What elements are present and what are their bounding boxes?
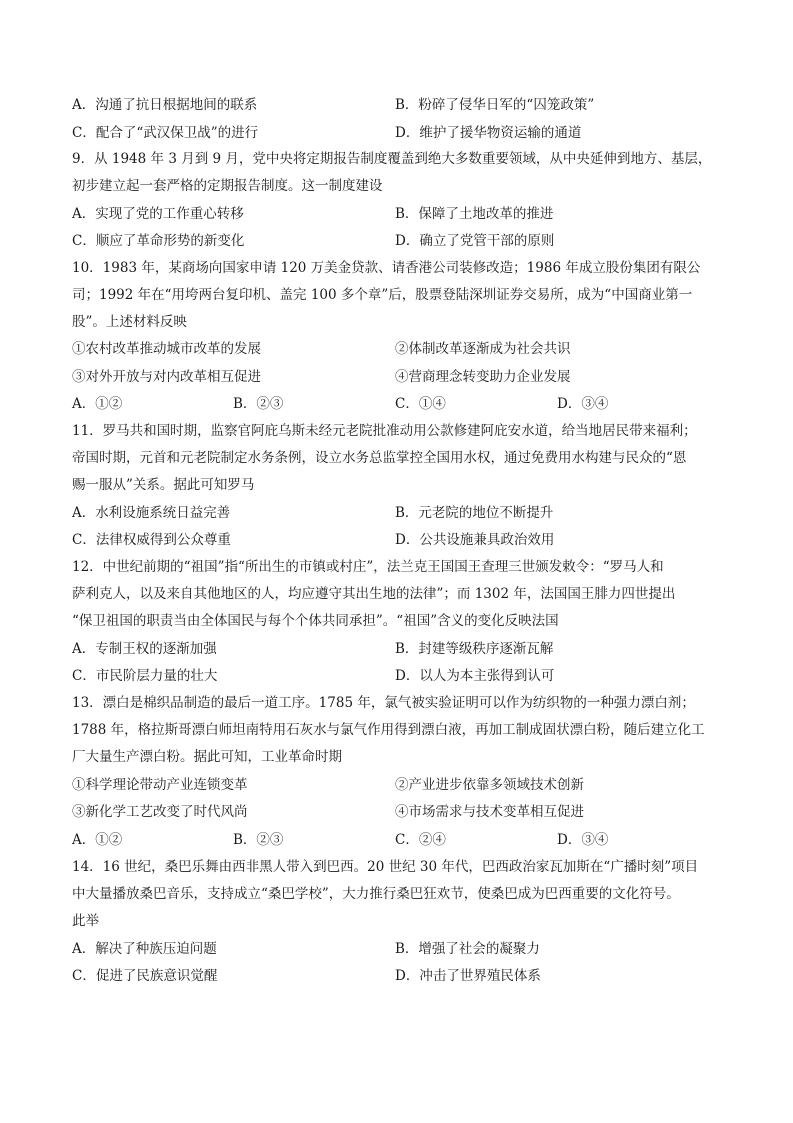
q10-option-b: B．②③	[233, 396, 284, 412]
q12-option-c: C．市民阶层力量的壮大	[72, 668, 218, 684]
q10-stem-line1: 10．1983 年，某商场向国家申请 120 万美金贷款、请香港公司装修改造；1986 年成立股份集团有限公	[72, 260, 701, 276]
q14-option-c: C．促进了民族意识觉醒	[72, 968, 218, 984]
q12-option-d: D．以人为本主张得到认可	[395, 668, 555, 684]
q9-option-c: C．顺应了革命形势的新变化	[72, 233, 245, 249]
q14-stem-line3: 此举	[72, 913, 99, 929]
q12-stem-line3: “保卫祖国的职责当由全体国民与每个个体共同承担”。“祖国”含义的变化反映法国	[72, 613, 559, 629]
q13-statement-1: ①科学理论带动产业连锁变革	[72, 777, 248, 793]
q10-option-c: C．①④	[395, 396, 446, 412]
q8-option-c: C．配合了“武汉保卫战”的进行	[72, 125, 259, 141]
q13-option-d: D．③④	[557, 832, 609, 848]
q9-stem-line1: 9．从 1948 年 3 月到 9 月，党中央将定期报告制度覆盖到绝大多数重要领域，从中央延伸到地方、基层，	[72, 151, 712, 167]
q12-option-a: A．专制王权的逐渐加强	[72, 641, 217, 657]
q14-option-a: A．解决了种族压迫问题	[72, 941, 217, 957]
q10-statement-1: ①农村改革推动城市改革的发展	[72, 341, 261, 357]
q11-option-b: B．元老院的地位不断提升	[395, 505, 554, 521]
q10-statement-4: ④营商理念转变助力企业发展	[395, 369, 571, 385]
q8-option-b: B．粉碎了侵华日军的“囚笼政策”	[395, 97, 595, 113]
q8-option-a: A．沟通了抗日根据地间的联系	[72, 97, 258, 113]
q12-option-b: B．封建等级秩序逐渐瓦解	[395, 641, 554, 657]
q12-stem-line2: 萨利克人，以及来自其他地区的人，均应遵守其出生地的法律”；而 1302 年，法国国王腓力四世提出	[72, 586, 676, 602]
q14-option-b: B．增强了社会的凝聚力	[395, 941, 540, 957]
q11-stem-line3: 赐一服从”关系。据此可知罗马	[72, 477, 255, 493]
q14-stem-line1: 14．16 世纪，桑巴乐舞由西非黑人带入到巴西。20 世纪 30 年代，巴西政治家瓦加斯在“广播时刻”项目	[72, 859, 699, 875]
q8-option-d: D．维护了援华物资运输的通道	[395, 125, 582, 141]
q11-stem-line2: 帝国时期，元首和元老院制定水务条例，设立水务总监掌控全国用水权，通过免费用水构建与民众的“恩	[72, 450, 687, 466]
q9-option-b: B．保障了土地改革的推进	[395, 206, 554, 222]
q10-stem-line3: 股”。上述材料反映	[72, 314, 187, 330]
q10-option-a: A．①②	[72, 396, 123, 412]
q9-option-a: A．实现了党的工作重心转移	[72, 206, 244, 222]
q13-stem-line2: 1788 年，格拉斯哥漂白师坦南特用石灰水与氯气作用得到漂白液，再加工制成固状漂白粉，随后建立化工	[72, 722, 705, 738]
q11-option-c: C．法律权威得到公众尊重	[72, 532, 231, 548]
q13-statement-2: ②产业进步依靠多领域技术创新	[395, 777, 584, 793]
q14-option-d: D．冲击了世界殖民体系	[395, 968, 541, 984]
q10-stem-line2: 司；1992 年在“用垮两台复印机、盖完 100 多个章”后，股票登陆深圳证券交易所，成为“中国商业第一	[72, 287, 693, 303]
q10-statement-3: ③对外开放与对内改革相互促进	[72, 369, 261, 385]
q13-option-c: C．②④	[395, 832, 446, 848]
q13-option-a: A．①②	[72, 832, 123, 848]
q9-stem-line2: 初步建立起一套严格的定期报告制度。这一制度建设	[72, 178, 383, 194]
q13-stem-line1: 13．漂白是棉织品制造的最后一道工序。1785 年，氯气被实验证明可以作为纺织物的一种强力漂白剂；	[72, 695, 695, 711]
q10-option-d: D．③④	[557, 396, 609, 412]
q12-stem-line1: 12．中世纪前期的“祖国”指“所出生的市镇或村庄”，法兰克王国国王查理三世颁发敕令：“罗马人和	[72, 559, 664, 575]
q11-option-a: A．水利设施系统日益完善	[72, 505, 231, 521]
q13-option-b: B．②③	[233, 832, 284, 848]
q11-stem-line1: 11．罗马共和国时期，监察官阿庇乌斯未经元老院批准动用公款修建阿庇安水道，给当地居民带来福利；	[72, 423, 697, 439]
q13-statement-3: ③新化学工艺改变了时代风尚	[72, 804, 248, 820]
q13-stem-line3: 厂大量生产漂白粉。据此可知，工业革命时期	[72, 749, 342, 765]
q11-option-d: D．公共设施兼具政治效用	[395, 532, 555, 548]
q13-statement-4: ④市场需求与技术变革相互促进	[395, 804, 584, 820]
q10-statement-2: ②体制改革逐渐成为社会共识	[395, 341, 571, 357]
q9-option-d: D．确立了党管干部的原则	[395, 233, 555, 249]
q14-stem-line2: 中大量播放桑巴音乐，支持成立“桑巴学校”，大力推行桑巴狂欢节，使桑巴成为巴西重要的文化符号。	[72, 886, 680, 902]
